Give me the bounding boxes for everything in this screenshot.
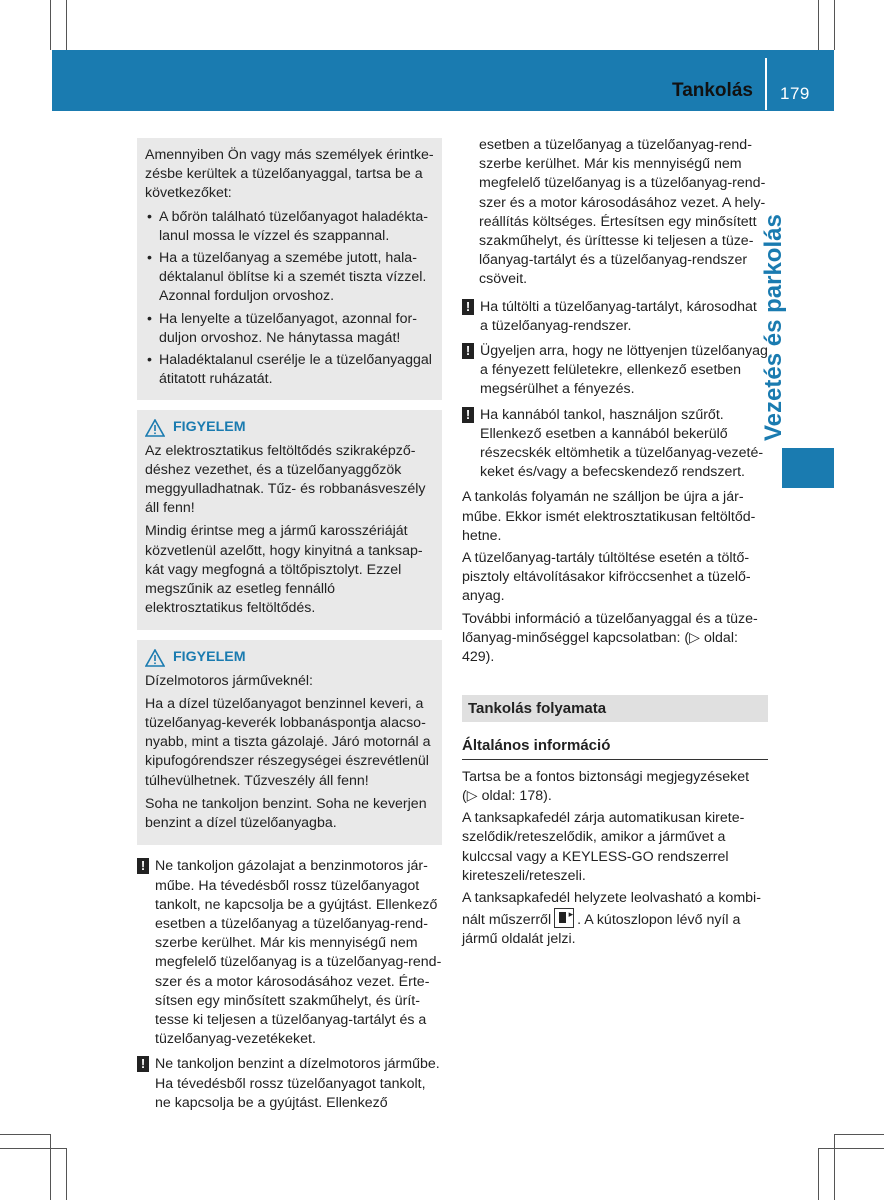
body-paragraph: A tüzelőanyag-tartály túltöltése esetén a töltőpisztoly eltávolításakor kifröccsenhet a tüzelőanyag. [462,550,751,605]
left-column [137,138,442,1119]
exclamation-icon: ! [462,343,474,359]
body-paragraph: A tanksapkafedél zárja automatikusan kireteszelődik/reteszelődik, amikor a járművet a kulccsal vagy a KEYLESS-GO rendszerrel kireteszeli/reteszeli. [462,810,745,884]
subsection-heading: Általános információ [462,736,768,759]
note-item [137,857,442,1049]
note-text: Ügyeljen arra, hogy ne löttyenjen tüzelőanyag a fényezett felületekre, ellenkező esetben megsérülhet a fényezés. [480,343,768,398]
list-item: • Ha a tüzelőanyag a szemébe jutott, haladéktalanul öblítse ki a szemét tiszta vízzel. Azonnal forduljon orvoshoz. [145,249,434,307]
first-aid-list [145,208,434,390]
crop-mark [818,1148,884,1149]
section-title: Tankolás [672,80,753,101]
crop-mark [0,1134,50,1135]
note-item [462,342,768,400]
page-number: 179 [780,84,810,103]
crop-mark [66,1148,67,1200]
warning-label: FIGYELEM [173,419,246,436]
section-heading: Tankolás folyamata [462,695,768,722]
warning-text: Dízelmotoros járműveknél: [145,672,313,689]
body-text: A tanksapkafedél helyzete leolvasható a kombinált műszerről [462,889,761,929]
first-aid-intro: Amennyiben Ön vagy más személyek érintkezésbe kerültek a tüzelőanyaggal, tartsa be a következőket: [145,147,434,202]
note-text: Ne tankoljon benzint a dízelmotoros járműbe. Ha tévedésből rossz tüzelőanyagot tankolt, ne kapcsolja be a gyújtást. Ellenkező [155,1056,440,1111]
notes-left [137,857,442,1113]
warning-text: Ha a dízel tüzelőanyagot benzinnel keveri, a tüzelőanyag-keverék lobbanáspontja alacsonyabb, mint a tiszta gázolajé. Járó motornál a kipufogórendszer részegységei észrevétlenül túlhevülhetnek. Tűzveszély áll fenn! [145,695,431,789]
crop-mark [50,0,51,50]
warning-text: Soha ne tankoljon benzint. Soha ne keverjen benzint a dízel tüzelőanyagba. [145,795,427,832]
fuel-pump-icon [554,908,574,928]
warning-triangle-icon [145,649,165,667]
crop-mark [50,1134,51,1200]
header-divider [765,58,767,110]
body-paragraph: További információ a tüzelőanyaggal és a tüzelőanyag-minőséggel kapcsolatban: (▷ oldal: 429). [462,610,758,666]
note-item [137,1055,442,1113]
note-text: Ne tankoljon gázolajat a benzinmotoros járműbe. Ha tévedésből rossz tüzelőanyagot tankolt, ne kapcsolja be a gyújtást. Ellenkező esetben a tüzelőanyag a tüzelőanyag-rendszerbe kerülhet. Már kis mennyiségű nem megfelelő tüzelőanyag is a tüzelőanyag-rendszer és a motor károsodásához vezet. Értesítsen egy minősített szakműhelyt, és üríttesse ki teljesen a tüzelőanyag-tartályt és a tüzelőanyag-vezetékeket. [155,858,442,1048]
body-paragraph: Tartsa be a fontos biztonsági megjegyzéseket (▷ oldal: 178). [462,768,750,804]
crop-mark [66,0,67,50]
crop-mark [834,1134,835,1200]
note-text: Ha túltölti a tüzelőanyag-tartályt, károsodhat a tüzelőanyag-rendszer. [480,298,757,334]
list-item: • A bőrön található tüzelőanyagot haladéktalanul mossa le vízzel és szappannal. [145,208,434,246]
exclamation-icon: ! [137,1056,149,1072]
warning-label: FIGYELEM [173,649,246,666]
note-item [462,298,768,336]
warning-triangle-icon [145,419,165,437]
warning-box-diesel [137,640,442,845]
body-paragraph: A tankolás folyamán ne szálljon be újra a járműbe. Ekkor ismét elektrosztatikusan feltöltődhetne. [462,489,756,544]
note-text: Ha kannából tankol, használjon szűrőt. Ellenkező esetben a kannából bekerülő részecskék eltömhetik a tüzelőanyag-vezetékeket és/vagy a befecskendező rendszert. [480,406,764,481]
exclamation-icon: ! [137,858,149,874]
warning-box-static [137,410,442,630]
list-item: • Haladéktalanul cserélje le a tüzelőanyaggal átitatott ruházatát. [145,351,434,389]
chapter-side-title: Vezetés és parkolás [760,214,787,441]
body-paragraph [462,889,768,950]
chapter-tab-marker [782,448,834,488]
list-item: • Ha lenyelte a tüzelőanyagot, azonnal forduljon orvoshoz. Ne hánytassa magát! [145,310,434,348]
warning-heading [145,418,434,437]
crop-mark [834,1134,884,1135]
crop-mark [818,0,819,50]
crop-mark [818,1148,819,1200]
exclamation-icon: ! [462,407,474,423]
body-text: . A kútoszlopon lévő nyíl a jármű oldalát jelzi. [462,912,741,948]
continuation-text: esetben a tüzelőanyag a tüzelőanyag-rendszerbe kerülhet. Már kis mennyiségű nem megfelelő tüzelőanyag is a tüzelőanyag-rendszer és a motor károsodásához vezet. A helyreállítás költséges. Értesítsen egy minősített szakműhelyt, és üríttesse ki teljesen a tüzelőanyag-tartályt és a tüzelőanyag-rendszer csöveit. [479,137,766,288]
warning-text: Mindig érintse meg a jármű karosszériáját közvetlenül azelőtt, hogy kinyitná a tanksapkát vagy megfogná a töltőpisztolyt. Ezzel megszűnik az esetleg fennálló elektrosztatikus feltöltődés. [145,523,423,617]
first-aid-box [137,138,442,400]
crop-mark [834,0,835,50]
warning-text: Az elektrosztatikus feltöltődés szikraképződéshez vezethet, és a tüzelőanyaggőzök meggyulladhatnak. Tűz- és robbanásveszély áll fenn! [145,442,426,517]
exclamation-icon: ! [462,299,474,315]
crop-mark [0,1148,66,1149]
note-item [462,406,768,483]
right-column [462,136,768,953]
warning-heading [145,648,434,667]
